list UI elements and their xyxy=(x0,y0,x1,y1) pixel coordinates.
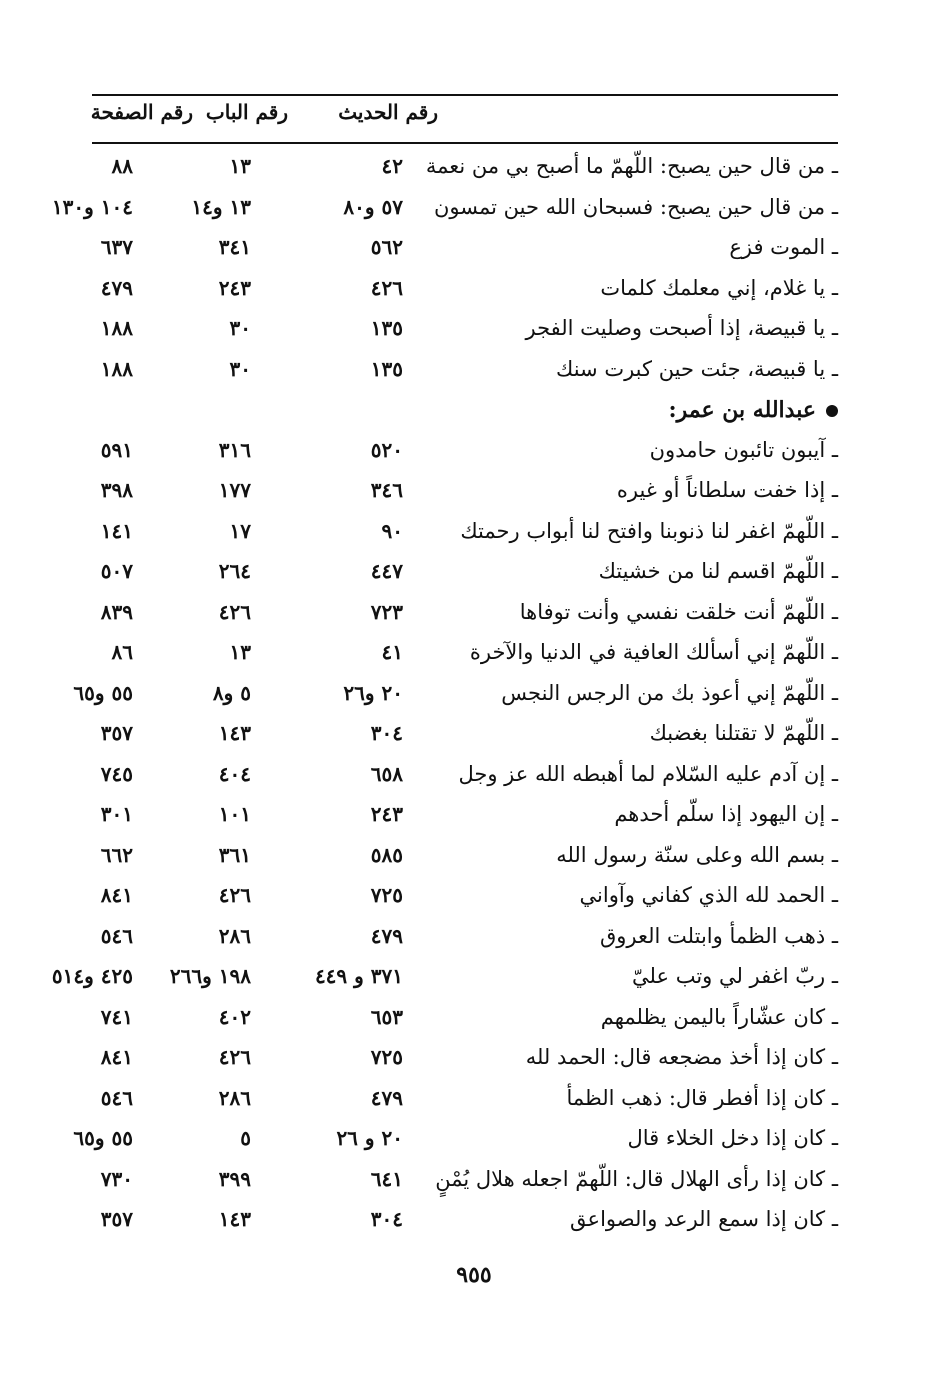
page-ref: ٥٠٧ xyxy=(100,559,133,583)
entry-text xyxy=(570,1207,838,1231)
chapter-number: ٢٨٦ xyxy=(218,1085,251,1110)
entry-text xyxy=(650,721,838,745)
entry-text-label: ـ كان عشّاراً باليمن يظلمهم xyxy=(600,1004,838,1029)
chapter-number: ١٠١ xyxy=(218,802,251,826)
table-row xyxy=(0,999,948,1040)
page-ref: ٥٥ و٦٥ xyxy=(73,680,133,705)
entry-text xyxy=(426,154,838,178)
entry-text-label: ـ يا غلام، إني معلمك كلمات xyxy=(600,275,838,300)
hadith-number: ٢٤٣ xyxy=(370,802,403,826)
entry-text xyxy=(526,316,839,340)
page-ref: ٥٤٦ xyxy=(100,1085,133,1110)
table-row xyxy=(0,229,948,270)
entry-text-label: ـ يا قبيصة، إذا أصبحت وصليت الفجر xyxy=(525,316,838,340)
page-ref: ٥٩١ xyxy=(100,437,133,462)
entry-text-label: ـ بسم الله وعلى سنّة رسول الله xyxy=(556,842,838,867)
header-hadith-number: رقم الحديث xyxy=(338,100,438,124)
entry-text xyxy=(526,1045,838,1069)
page-ref: ٥٤٦ xyxy=(100,923,133,948)
index-table xyxy=(0,148,948,1242)
hadith-number: ٥٧ و٨٠ xyxy=(343,194,403,219)
header-chapter-number: رقم الباب xyxy=(205,100,288,124)
chapter-number: ١٣ xyxy=(229,154,251,178)
hadith-number: ١٣٥ xyxy=(370,356,403,381)
table-row xyxy=(0,432,948,473)
table-row xyxy=(0,918,948,959)
table-row xyxy=(0,594,948,635)
chapter-number: ٤٢٦ xyxy=(218,883,251,907)
table-row xyxy=(0,351,948,392)
entry-text-label: ـ كان إذا رأى الهلال قال: اللّهمّ اجعله هلال يُمْنٍ xyxy=(435,1166,838,1191)
table-row xyxy=(0,553,948,594)
entry-text xyxy=(470,640,838,664)
hadith-number: ٩٠ xyxy=(381,518,403,543)
entry-text xyxy=(600,276,838,300)
entry-text xyxy=(460,519,838,543)
entry-text xyxy=(650,438,838,462)
chapter-number: ٤٠٤ xyxy=(218,761,251,786)
hadith-number: ٦٥٨ xyxy=(370,761,403,786)
section-heading xyxy=(668,397,838,423)
table-row xyxy=(0,1120,948,1161)
entry-text xyxy=(614,802,838,826)
hadith-number: ٣٠٤ xyxy=(370,721,403,745)
table-row xyxy=(0,1161,948,1202)
chapter-number: ١٤٣ xyxy=(218,1207,251,1231)
entry-text xyxy=(556,357,838,381)
table-row xyxy=(0,1080,948,1121)
entry-text xyxy=(458,762,838,786)
chapter-number: ٤٠٢ xyxy=(218,1004,251,1029)
chapter-number: ٥ و٨ xyxy=(212,680,251,705)
entry-text-label: ـ اللّهمّ اغفر لنا ذنوبنا وافتح لنا أبواب رحمتك xyxy=(460,518,838,543)
hadith-number: ٢٠ و ٢٦ xyxy=(336,1126,403,1150)
entry-text xyxy=(556,843,838,867)
page-ref: ٨٤١ xyxy=(100,883,133,907)
entry-text-label: عبدالله بن عمر: xyxy=(668,397,816,423)
page-ref: ٨٣٩ xyxy=(100,599,133,624)
table-row xyxy=(0,310,948,351)
page-ref: ٦٦٢ xyxy=(100,842,133,867)
entry-text-label: ـ كان إذا أخذ مضجعه قال: الحمد لله xyxy=(525,1045,838,1069)
hadith-number: ٧٢٥ xyxy=(370,1045,403,1069)
table-row xyxy=(0,1039,948,1080)
hadith-number: ٤٧٩ xyxy=(370,923,403,948)
table-row xyxy=(0,189,948,230)
chapter-number: ٣٤١ xyxy=(218,235,251,259)
page-ref: ٣٩٨ xyxy=(100,478,133,502)
chapter-number: ١٧ xyxy=(229,518,251,543)
chapter-number: ١٣ و١٤ xyxy=(191,194,251,219)
table-row xyxy=(0,796,948,837)
entry-text-label: ـ ذهب الظمأ وابتلت العروق xyxy=(599,923,838,948)
page-ref: ٦٣٧ xyxy=(100,235,133,259)
page-ref: ٧٤٥ xyxy=(100,761,133,786)
entry-text xyxy=(599,559,838,583)
hadith-number: ٥٢٠ xyxy=(370,437,403,462)
entry-text-label: ـ من قال حين يصبح: فسبحان الله حين تمسون xyxy=(433,194,838,219)
table-row xyxy=(0,1201,948,1242)
hadith-number: ٤٢ xyxy=(381,154,403,178)
header-page-number: رقم الصفحة xyxy=(90,100,193,124)
entry-text xyxy=(501,681,838,705)
table-row xyxy=(0,513,948,554)
chapter-number: ٣٩٩ xyxy=(218,1166,251,1191)
table-row xyxy=(0,634,948,675)
entry-text-label: ـ من قال حين يصبح: اللّهمّ ما أصبح بي من نعمة xyxy=(425,154,838,178)
hadith-number: ٤٤٧ xyxy=(370,559,403,583)
hadith-number: ٢٠ و٢٦ xyxy=(343,680,403,705)
chapter-number: ٣٦١ xyxy=(218,842,251,867)
chapter-number: ١٣ xyxy=(229,640,251,664)
table-row xyxy=(0,837,948,878)
entry-text-label: ـ اللّهمّ اقسم لنا من خشيتك xyxy=(598,559,838,583)
entry-text-label: ـ إذا خفت سلطاناً أو غيره xyxy=(616,478,838,502)
hadith-number: ٥٦٢ xyxy=(370,235,403,259)
hadith-number: ٣٤٦ xyxy=(370,478,403,502)
table-row xyxy=(0,675,948,716)
hadith-number: ٣٠٤ xyxy=(370,1207,403,1231)
entry-text-label: ـ يا قبيصة، جئت حين كبرت سنك xyxy=(556,356,838,381)
entry-text xyxy=(600,924,838,948)
entry-text-label: ـ إن آدم عليه السّلام لما أهبطه الله عز وجل xyxy=(458,761,838,786)
entry-text-label: ـ ربّ اغفر لي وتب عليّ xyxy=(632,964,838,988)
table-row xyxy=(0,756,948,797)
entry-text-label: ـ كان إذا دخل الخلاء قال xyxy=(627,1126,838,1150)
entry-text-label: ـ اللّهمّ إني أعوذ بك من الرجس النجس xyxy=(501,680,838,705)
chapter-number: ٢٦٤ xyxy=(218,559,251,583)
entry-text xyxy=(566,1086,838,1110)
entry-text xyxy=(520,600,838,624)
entry-text xyxy=(434,195,838,219)
entry-text xyxy=(617,478,838,502)
chapter-number: ٤٢٦ xyxy=(218,1045,251,1069)
page-ref: ٧٣٠ xyxy=(100,1166,133,1191)
entry-text-label: ـ الحمد لله الذي كفاني وآواني xyxy=(579,883,838,907)
page-ref: ٨٦ xyxy=(111,640,133,664)
entry-text-label: ـ اللّهمّ إني أسألك العافية في الدنيا والآخرة xyxy=(469,640,838,664)
page-ref: ٣٠١ xyxy=(100,802,133,826)
chapter-number: ٣٠ xyxy=(229,316,251,340)
table-row xyxy=(0,148,948,189)
page-ref: ١٨٨ xyxy=(100,356,133,381)
header-rule xyxy=(92,142,838,144)
page-ref: ٣٥٧ xyxy=(100,721,133,745)
chapter-number: ٣٠ xyxy=(229,356,251,381)
page-ref: ٣٥٧ xyxy=(100,1207,133,1231)
entry-text xyxy=(729,235,838,259)
hadith-number: ٧٢٣ xyxy=(370,599,403,624)
table-row xyxy=(0,958,948,999)
table-row xyxy=(0,877,948,918)
chapter-number: ٢٨٦ xyxy=(218,923,251,948)
page-ref: ٧٤١ xyxy=(100,1004,133,1029)
hadith-number: ١٣٥ xyxy=(370,316,403,340)
entry-text xyxy=(435,1167,838,1191)
chapter-number: ٤٢٦ xyxy=(218,599,251,624)
page-ref: ٨٨ xyxy=(111,154,133,178)
hadith-number: ٦٥٣ xyxy=(370,1004,403,1029)
page-ref: ٨٤١ xyxy=(100,1045,133,1069)
hadith-number: ٤١ xyxy=(381,640,403,664)
entry-text xyxy=(628,1126,839,1150)
hadith-number: ٥٨٥ xyxy=(370,842,403,867)
chapter-number: ٢٤٣ xyxy=(218,275,251,300)
page-ref: ٤٧٩ xyxy=(100,275,133,300)
entry-text xyxy=(632,964,838,988)
chapter-number: ١٩٨ و٢٦٦ xyxy=(169,964,251,988)
entry-text-label: ـ كان إذا أفطر قال: ذهب الظمأ xyxy=(566,1085,838,1110)
chapter-number: ٥ xyxy=(240,1126,251,1150)
page-ref: ٤٢٥ و٥١٤ xyxy=(51,964,133,988)
table-row xyxy=(0,270,948,311)
hadith-number: ٧٢٥ xyxy=(370,883,403,907)
entry-text xyxy=(601,1005,838,1029)
chapter-number: ١٧٧ xyxy=(218,478,251,502)
page-ref: ١٠٤ و١٣٠ xyxy=(51,194,133,219)
page-ref: ١٨٨ xyxy=(100,316,133,340)
entry-text-label: ـ إن اليهود إذا سلّم أحدهم xyxy=(614,802,838,826)
hadith-number: ٦٤١ xyxy=(370,1166,403,1191)
entry-text-label: ـ كان إذا سمع الرعد والصواعق xyxy=(570,1207,838,1231)
bullet-icon xyxy=(826,405,838,417)
hadith-number: ٤٧٩ xyxy=(370,1085,403,1110)
entry-text xyxy=(580,883,838,907)
entry-text-label: ـ اللّهمّ أنت خلقت نفسي وأنت توفاها xyxy=(519,599,838,624)
entry-text-label: ـ آيبون تائبون حامدون xyxy=(649,437,838,462)
page-ref: ٥٥ و٦٥ xyxy=(73,1126,133,1150)
hadith-number: ٣٧١ و ٤٤٩ xyxy=(314,964,403,988)
chapter-number: ١٤٣ xyxy=(218,721,251,745)
entry-text-label: ـ الموت فزع xyxy=(729,235,838,259)
chapter-number: ٣١٦ xyxy=(218,437,251,462)
top-rule xyxy=(92,94,838,96)
page-number: ٩٥٥ xyxy=(456,1262,492,1288)
entry-text-label: ـ اللّهمّ لا تقتلنا بغضبك xyxy=(649,721,838,745)
hadith-number: ٤٢٦ xyxy=(370,275,403,300)
section-heading-row xyxy=(0,391,948,432)
table-row xyxy=(0,715,948,756)
table-row xyxy=(0,472,948,513)
page-ref: ١٤١ xyxy=(100,518,133,543)
